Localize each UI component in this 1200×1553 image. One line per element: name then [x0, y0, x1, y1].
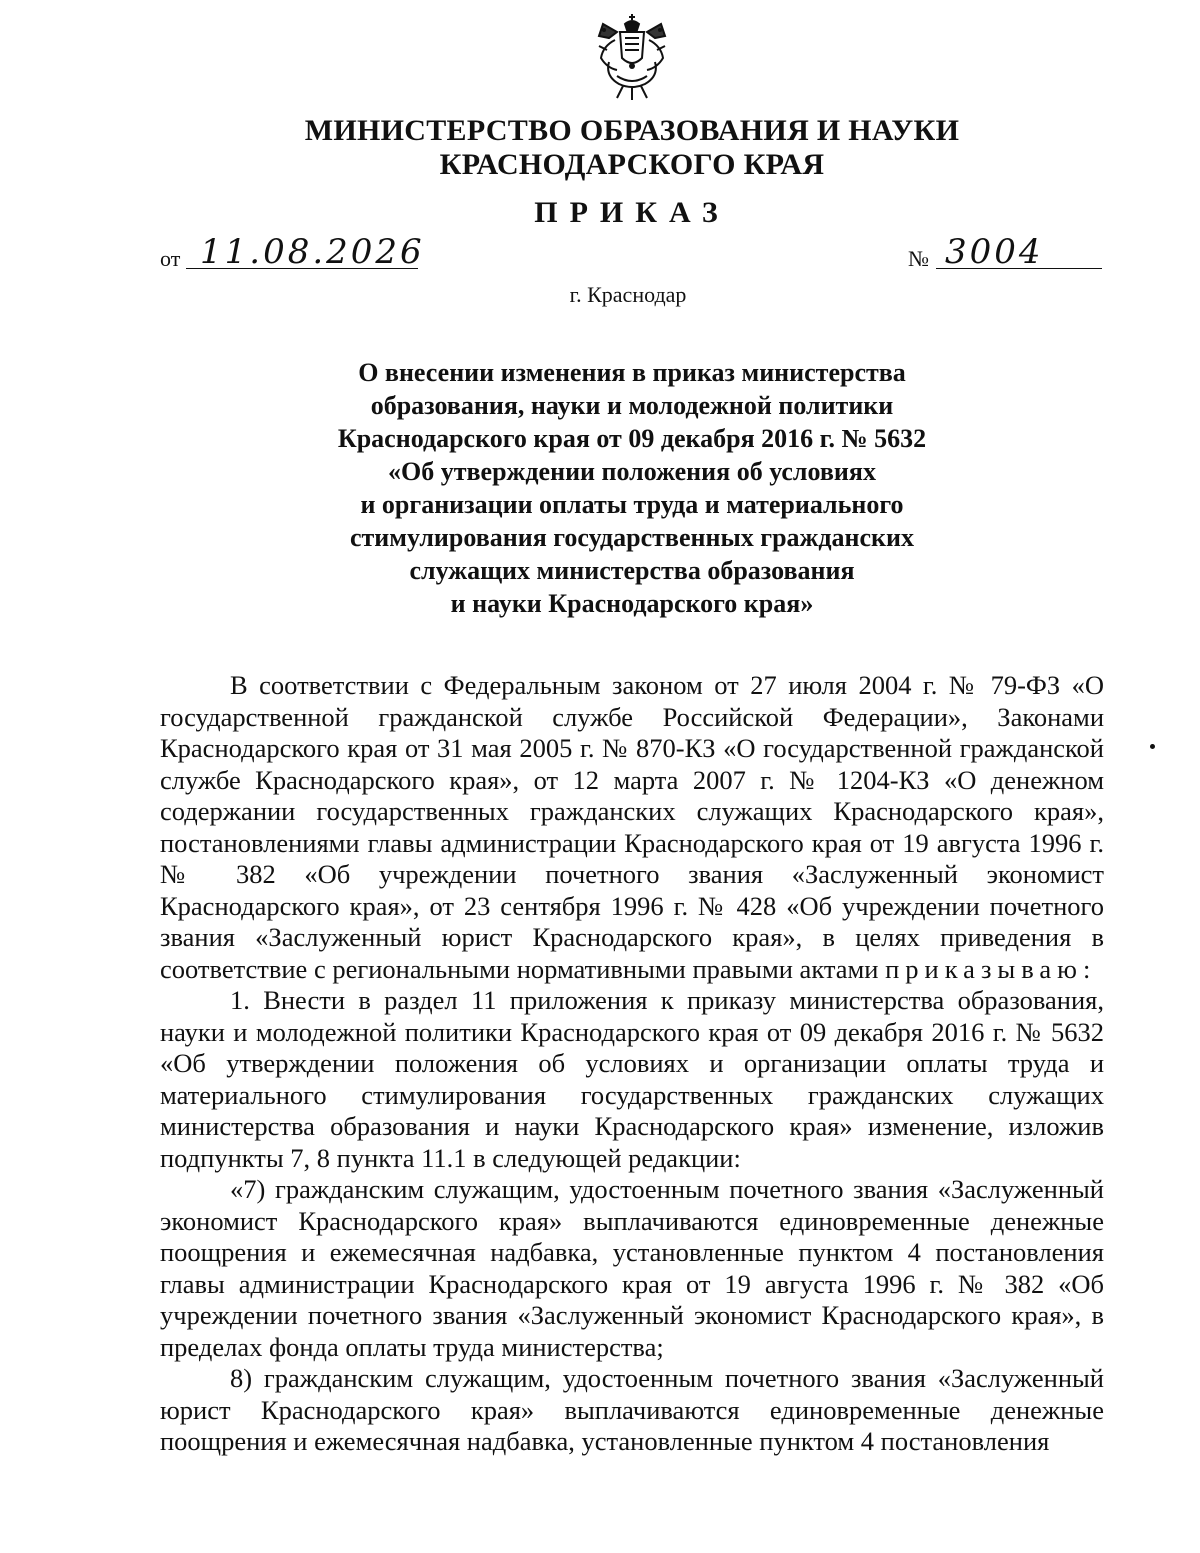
paragraph-subitem-8: 8) гражданским служащим, удостоенным почетного звания «Заслуженный юрист Краснодарского края» выплачиваются единовременные денежные поощрения и ежемесячная надбавка, установленные пунктом 4 постановления — [160, 1363, 1104, 1456]
order-subject — [0, 356, 1200, 620]
number-prefix-label: № — [908, 246, 929, 271]
document-type-title: ПРИКАЗ — [534, 196, 730, 229]
ministry-name — [0, 114, 1200, 182]
subject-line: стимулирования государственных гражданских — [349, 523, 915, 552]
subject-line: и науки Краснодарского края» — [450, 589, 814, 618]
subject-line: и организации оплаты труда и материального — [360, 490, 904, 519]
subject-line: О внесении изменения в приказ министерства — [358, 358, 906, 387]
coat-of-arms-emblem — [587, 10, 677, 105]
handwritten-number: 3004 — [945, 232, 1044, 272]
scan-speck — [1150, 744, 1155, 749]
city-label: г. Краснодар — [569, 282, 687, 307]
subject-line: Краснодарского края от 09 декабря 2016 г. № 5632 — [337, 424, 927, 453]
ministry-name-line2: КРАСНОДАРСКОГО КРАЯ — [439, 148, 825, 181]
preamble-paragraph — [160, 670, 1104, 985]
subject-line: образования, науки и молодежной политики — [370, 391, 894, 420]
preamble-text: В соответствии с Федеральным законом от 27 июля 2004 г. № 79-ФЗ «О государственной гражданской службе Российской Федерации», Законами Краснодарского края от 31 мая 2005 г. № 870-КЗ «О государственной гражданской службе Краснодарского края», от 12 марта 2007 г. № 1204-КЗ «О денежном содержании государственных гражданских служащих Краснодарского края», постановлениями главы администрации Краснодарского края от 19 августа 1996 г. № 382 «Об учреждении почетного звания «Заслуженный экономист Краснодарского края», от 23 сентября 1996 г. № 428 «Об учреждении почетного звания «Заслуженный юрист Краснодарского края», в целях приведения в соответствие с региональными нормативными правыми актами — [160, 670, 1104, 984]
subject-line: «Об утверждении положения об условиях — [388, 457, 876, 486]
subject-line: служащих министерства образования — [409, 556, 855, 585]
paragraph-item-1: 1. Внести в раздел 11 приложения к приказу министерства образования, науки и молодежной политики Краснодарского края от 09 декабря 2016 г. № 5632 «Об утверждении положения об условиях и организации оплаты труда и материального стимулирования государственных гражданских служащих министерства образования и науки Краснодарского края» изменение, изложив подпункты 7, 8 пункта 11.1 в следующей редакции: — [160, 985, 1104, 1173]
handwritten-date: 11.08.2026 — [200, 232, 425, 272]
ministry-name-line1: МИНИСТЕРСТВО ОБРАЗОВАНИЯ И НАУКИ — [304, 114, 960, 147]
paragraph-subitem-7: «7) гражданским служащим, удостоенным почетного звания «Заслуженный экономист Краснодарского края» выплачиваются единовременные денежные поощрения и ежемесячная надбавка, установленные пунктом 4 постановления главы администрации Краснодарского края от 19 августа 1996 г. № 382 «Об учреждении почетного звания «Заслуженный экономист Краснодарского края», в пределах фонда оплаты труда министерства; — [160, 1174, 1104, 1362]
order-verb: приказываю: — [885, 953, 1097, 984]
date-prefix-label: от — [160, 246, 181, 271]
order-body — [160, 670, 1104, 1458]
